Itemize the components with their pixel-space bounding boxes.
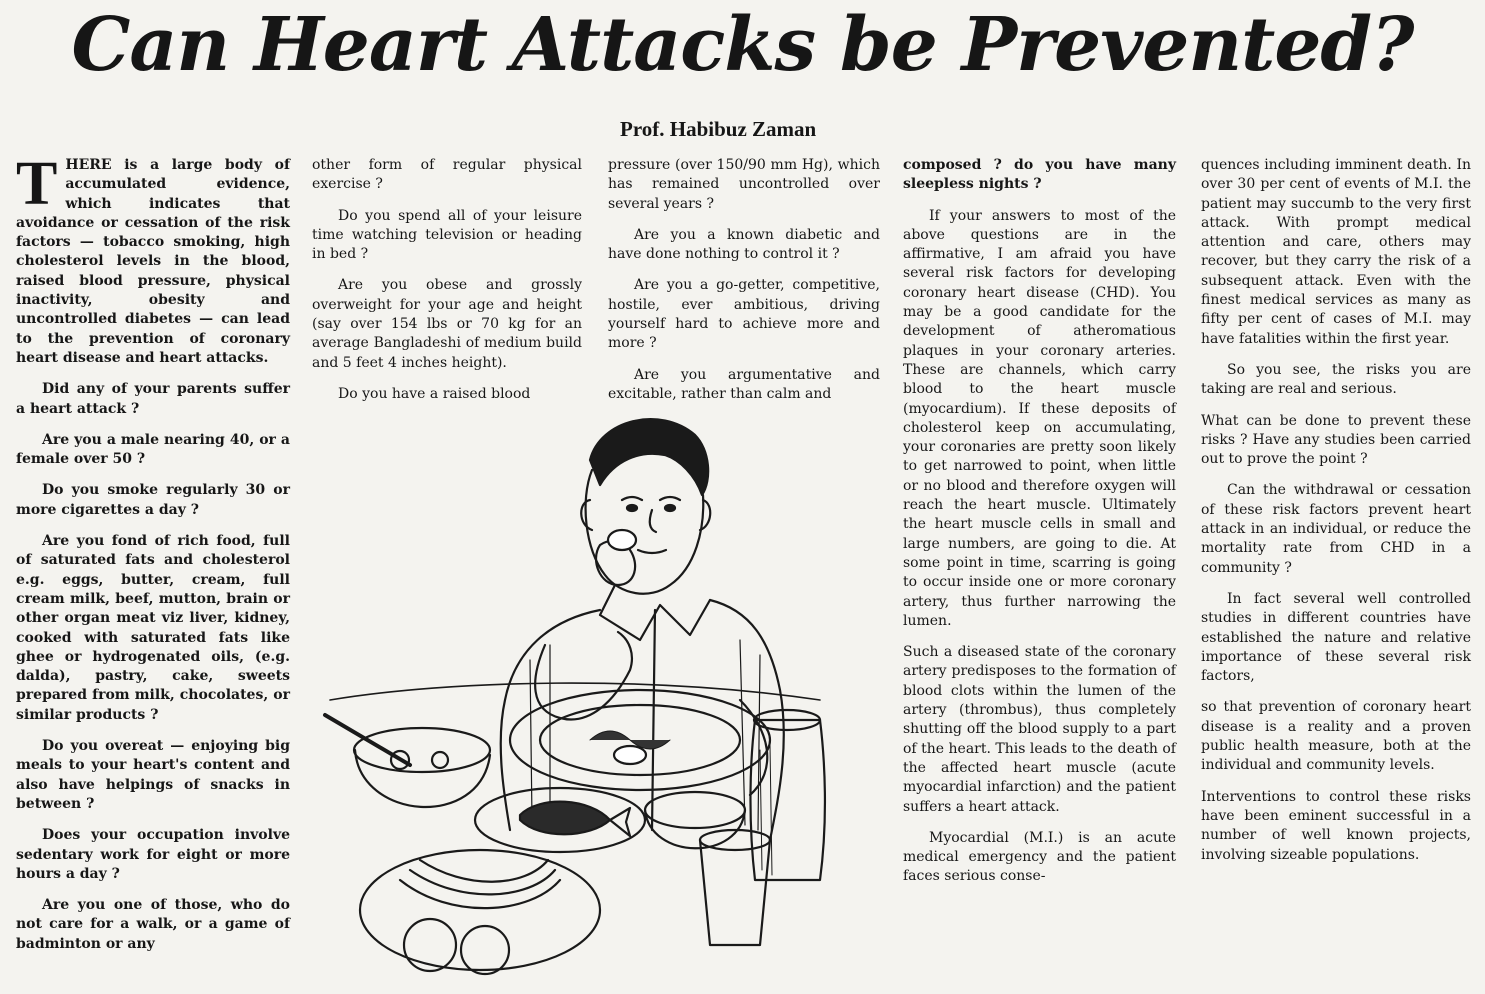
paragraph: Such a diseased state of the coronary artery predisposes to the formation of blood clots within the lumen of the artery (thrombus), thus completely shutting off the blood supply to a part of the heart. This leads to the death of the affected heart muscle (acute myocardial infarction) and the patient suffers a heart attack. bbox=[903, 644, 1176, 815]
paragraph: other form of regular physical exercise ? bbox=[312, 157, 582, 193]
plate-bananas bbox=[360, 850, 600, 970]
paragraph: quences including imminent death. In over 30 per cent of events of M.I. the patient may succumb to the very first attack. With prompt medical attention and care, others may recover, but they carry the risk of a subsequent attack. Even with the finest medical services as many as fifty per cent of cases of M.I. may have fatalities within the first year. bbox=[1201, 157, 1471, 347]
paragraph: Did any of your parents suffer a heart attack ? bbox=[16, 381, 290, 417]
illustration-man-eating bbox=[300, 400, 845, 990]
lead-text: HERE is a large body of accumulated evidence, which indicates that avoidance or cessation of the risk factors — tobacco smoking, high cholesterol levels in the blood, raised blood pressure, physical inactivity, obesity and uncontrolled diabetes — can lead to the prevention of coronary heart disease and heart attacks. bbox=[16, 157, 290, 366]
paragraph: Are you fond of rich food, full of saturated fats and cholesterol e.g. eggs, butter, cream, full cream milk, beef, mutton, brain or other organ meat viz liver, kidney, cooked with saturated fats like ghee or hydrogenated oils, (e.g. dalda), pastry, cake, sweets prepared from milk, chocolates, or similar products ? bbox=[16, 533, 290, 723]
hair-shape bbox=[590, 419, 708, 495]
paragraph: Can the withdrawal or cessation of these risk factors prevent heart attack in an individual, or reduce the mortality rate from CHD in a community ? bbox=[1201, 482, 1471, 576]
paragraph: What can be done to prevent these risks ? Have any studies been carried out to prove the point ? bbox=[1201, 412, 1471, 468]
paragraph: Does your occupation involve sedentary work for eight or more hours a day ? bbox=[16, 827, 290, 882]
lead-paragraph bbox=[16, 150, 290, 368]
column-4 bbox=[903, 156, 1176, 899]
paragraph: In fact several well controlled studies in different countries have established the nature and relative importance of these several risk factors, bbox=[1201, 590, 1471, 685]
column-1 bbox=[16, 150, 290, 966]
column-5 bbox=[1201, 156, 1471, 877]
paragraph: Are you a known diabetic and have done nothing to control it ? bbox=[608, 226, 880, 263]
paragraph: Are you a go-getter, competitive, hostile, ever ambitious, driving yourself hard to achieve more and more ? bbox=[608, 277, 880, 352]
byline: Prof. Habibuz Zaman bbox=[620, 117, 817, 141]
column-2 bbox=[312, 156, 582, 416]
paragraph: Are you one of those, who do not care for a walk, or a game of badminton or any bbox=[16, 897, 290, 952]
column-3 bbox=[608, 156, 880, 416]
paragraph: Do you have a raised blood bbox=[338, 385, 531, 402]
paragraph: Are you a male nearing 40, or a female over 50 ? bbox=[16, 431, 290, 468]
paragraph: Interventions to control these risks have been eminent successful in a number of well known projects, involving sizeable populations. bbox=[1201, 788, 1471, 863]
paragraph: If your answers to most of the above questions are in the affirmative, I am afraid you have several risk factors for developing coronary heart disease (CHD). You may be a good candidate for the development of atheromatious plaques in your coronary arteries. These are channels, which carry blood to the heart muscle (myocardium). If these deposits of cholesterol keep on accumulating, your coronaries are pretty soon likely to get narrowed to point, when little or no blood and therefore oxygen will reach the heart muscle. Ultimately the heart muscle cells in small and large numbers, are going to die. At some point in time, scarring is going to occur inside one or more coronary artery, thus further narrowing the lumen. bbox=[903, 207, 1176, 629]
bowl-right bbox=[645, 792, 745, 828]
paragraph: pressure (over 150/90 mm Hg), which has remained uncontrolled over several years ? bbox=[608, 157, 880, 212]
paragraph: So you see, the risks you are taking are real and serious. bbox=[1201, 361, 1471, 398]
paragraph: Do you smoke regularly 30 or more cigarettes a day ? bbox=[16, 482, 290, 518]
paragraph: composed ? do you have many sleepless nights ? bbox=[903, 157, 1176, 193]
paragraph: Do you spend all of your leisure time watching television or heading in bed ? bbox=[312, 207, 582, 263]
bowl-left bbox=[355, 750, 490, 807]
paragraph: Do you overeat — enjoying big meals to your heart's content and also have helpings of snacks in between ? bbox=[16, 738, 290, 812]
head-shape bbox=[586, 470, 704, 594]
drop-cap: T bbox=[16, 150, 58, 218]
paragraph: Myocardial (M.I.) is an acute medical emergency and the patient faces serious conse- bbox=[903, 829, 1176, 885]
glass bbox=[700, 840, 770, 945]
headline: Can Heart Attacks be Prevented? bbox=[71, 2, 1414, 88]
paragraph: so that prevention of coronary heart disease is a reality and a proven public health measure, both at the individual and community levels. bbox=[1201, 699, 1471, 774]
paragraph: Are you obese and grossly overweight for your age and height (say over 154 lbs or 70 kg for an average Bangladeshi of medium build and 5 feet 4 inches height). bbox=[312, 277, 582, 371]
paragraph: Are you argumentative and excitable, rather than calm and bbox=[608, 366, 880, 402]
